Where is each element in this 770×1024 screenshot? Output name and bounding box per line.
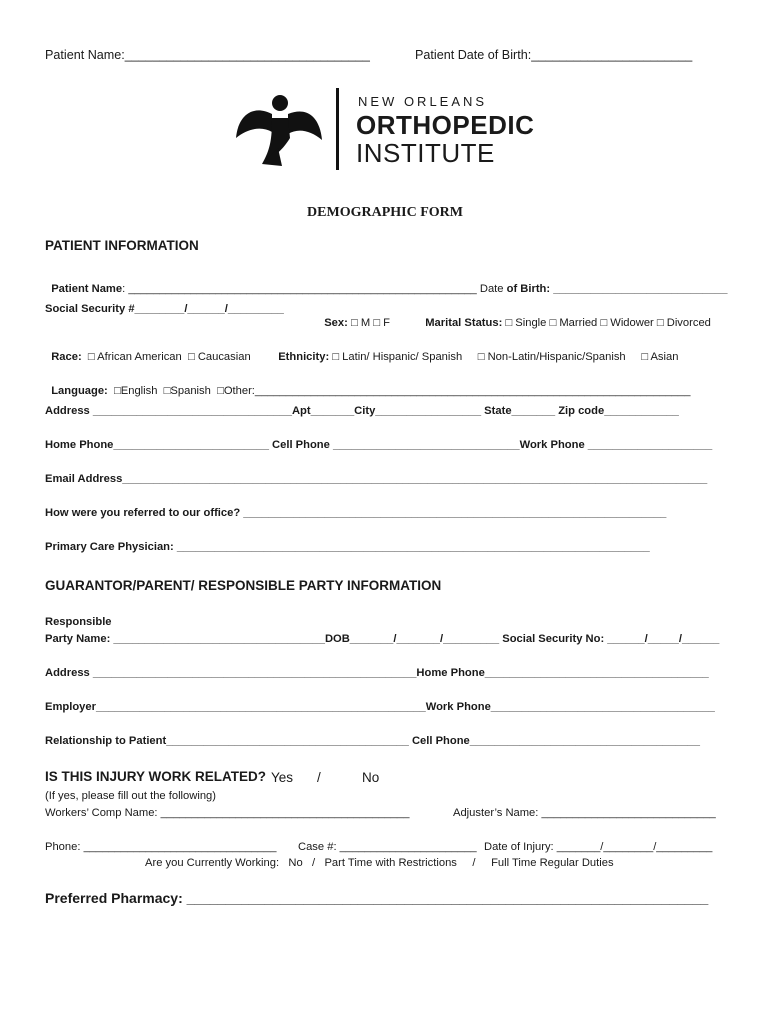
ssn-field[interactable]: Social Security #________/______/_________ xyxy=(45,303,284,315)
race-options[interactable]: □ African American □ Caucasian xyxy=(87,351,251,363)
work-related-no[interactable]: No xyxy=(362,770,380,785)
address-field[interactable]: Address ________________________________Apt_______City_________________ State_______ Zip code____________ xyxy=(45,405,679,417)
race-row[interactable] xyxy=(45,336,251,364)
logo-line-institute: INSTITUTE xyxy=(356,138,495,168)
marital-row[interactable] xyxy=(419,302,711,330)
marital-label: Marital Status: xyxy=(425,317,503,329)
if-yes-note: (If yes, please fill out the following) xyxy=(45,790,217,802)
work-related-slash: / xyxy=(317,770,321,785)
injury-phone-field[interactable]: Phone: _______________________________ xyxy=(45,841,277,853)
dob-label[interactable]: of Birth: ____________________________ xyxy=(506,283,728,295)
workers-comp-field[interactable]: Workers’ Comp Name: ________________________________________ xyxy=(45,807,410,819)
responsible-label: Responsible xyxy=(45,616,112,628)
ethnicity-row[interactable] xyxy=(272,336,678,364)
guarantor-heading: GUARANTOR/PARENT/ RESPONSIBLE PARTY INFORMATION xyxy=(45,578,442,593)
phone-fields[interactable]: Home Phone_________________________ Cell Phone ______________________________Work Phone ____________________ xyxy=(45,439,713,451)
guarantor-address-fields[interactable]: Address ____________________________________________________Home Phone____________________________________ xyxy=(45,667,709,679)
case-number-field[interactable]: Case #: ______________________ xyxy=(298,841,477,853)
patient-dob-header-field[interactable]: Patient Date of Birth:_______________________ xyxy=(415,48,693,62)
referral-field[interactable]: How were you referred to our office? ____________________________________________________________________ xyxy=(45,507,667,519)
patient-name-label: Patient Name xyxy=(51,283,123,295)
patient-name-row[interactable] xyxy=(45,268,727,296)
marital-options[interactable]: □ Single □ Married □ Widower □ Divorced xyxy=(505,317,711,329)
responsible-party-fields[interactable]: Party Name: __________________________________DOB_______/_______/_________ Social Security No: ______/_____/______ xyxy=(45,633,720,645)
patient-name-blank[interactable]: : ________________________________________________________ Date xyxy=(122,283,507,295)
language-row[interactable] xyxy=(45,370,690,398)
sex-row[interactable] xyxy=(318,302,390,330)
ethnicity-label: Ethnicity: xyxy=(278,351,330,363)
form-title: DEMOGRAPHIC FORM xyxy=(307,205,463,220)
race-label: Race: xyxy=(51,351,82,363)
patient-info-heading: PATIENT INFORMATION xyxy=(45,238,199,253)
preferred-pharmacy-field[interactable]: Preferred Pharmacy: ___________________________________________________________________ xyxy=(45,890,709,906)
logo-line-orthopedic: ORTHOPEDIC xyxy=(356,110,535,140)
employer-fields[interactable]: Employer_____________________________________________________Work Phone____________________________________ xyxy=(45,701,715,713)
work-related-yes[interactable]: Yes xyxy=(271,770,294,785)
noi-logo xyxy=(232,88,552,174)
patient-name-header-field[interactable]: Patient Name:___________________________________ xyxy=(45,48,370,62)
email-field[interactable]: Email Address______________________________________________________________________________________________ xyxy=(45,473,708,485)
language-label: Language: xyxy=(51,385,108,397)
injury-date-field[interactable]: Date of Injury: _______/________/_________ xyxy=(484,841,713,853)
currently-working-question[interactable]: Are you Currently Working: No / Part Time with Restrictions / Full Time Regular Duties xyxy=(145,857,614,869)
relationship-fields[interactable]: Relationship to Patient_______________________________________ Cell Phone_____________________________________ xyxy=(45,735,700,747)
logo-line-new-orleans: NEW ORLEANS xyxy=(358,94,488,109)
sex-options[interactable]: □ M □ F xyxy=(350,317,390,329)
adjuster-field[interactable]: Adjuster’s Name: ____________________________ xyxy=(453,807,716,819)
ethnicity-options[interactable]: □ Latin/ Hispanic/ Spanish □ Non-Latin/Hispanic/Spanish □ Asian xyxy=(332,351,679,363)
work-related-question: IS THIS INJURY WORK RELATED? xyxy=(45,769,267,784)
sex-label: Sex: xyxy=(324,317,348,329)
language-options[interactable]: □English □Spanish □Other:______________________________________________________________________ xyxy=(114,385,691,397)
pcp-field[interactable]: Primary Care Physician: ____________________________________________________________________________ xyxy=(45,541,650,553)
